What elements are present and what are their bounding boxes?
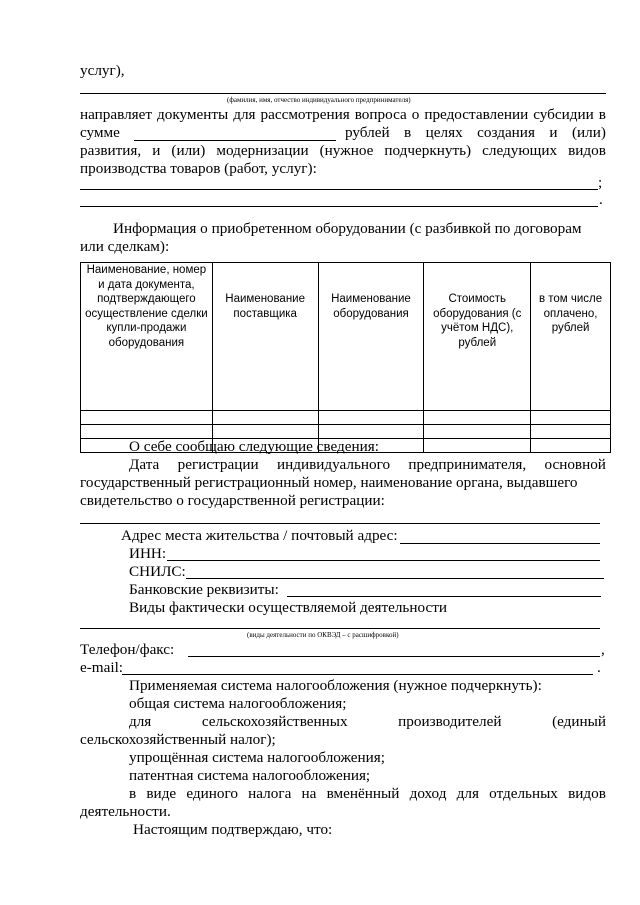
snils-label: СНИЛС:: [129, 563, 186, 580]
intro-line-2-tail: рублей в целях создания и (или): [345, 124, 606, 141]
registration-line-2: государственный регистрационный номер, наименование органа, выдавшего: [80, 474, 578, 491]
bank-label: Банковские реквизиты:: [129, 581, 279, 598]
activity-line-2[interactable]: [80, 206, 598, 207]
intro-line-1: направляет документы для рассмотрения вопроса о предоставлении субсидии в: [80, 106, 606, 123]
intro-line-3: развития, и (или) модернизации (нужное подчеркнуть) следующих видов: [80, 142, 606, 159]
activity-line-1[interactable]: [80, 189, 598, 190]
inn-line[interactable]: [167, 560, 600, 561]
email-line[interactable]: [122, 674, 593, 675]
bank-line[interactable]: [287, 596, 601, 597]
phone-label: Телефон/факс:: [80, 641, 175, 658]
table-row[interactable]: [81, 425, 611, 439]
address-line[interactable]: [400, 543, 600, 544]
confirm-text: Настоящим подтверждаю, что:: [133, 821, 333, 838]
registration-line-1: Дата регистрации индивидуального предпринимателя, основной: [129, 456, 606, 473]
table-row[interactable]: [81, 411, 611, 425]
registration-line[interactable]: [80, 523, 600, 524]
caption-okved: (виды деятельности по ОКВЭД – с расшифровкой): [247, 631, 399, 639]
email-period: .: [597, 659, 601, 676]
tax-general[interactable]: общая система налогообложения;: [129, 695, 347, 712]
sum-line[interactable]: [134, 140, 336, 141]
intro-line-4: производства товаров (работ, услуг):: [80, 160, 317, 177]
phone-comma: ,: [601, 641, 605, 658]
phone-line[interactable]: [188, 656, 600, 657]
tax-intro: Применяемая система налогообложения (нужное подчеркнуть):: [129, 677, 542, 694]
col-header-equipment: Наименование оборудования: [318, 263, 424, 411]
about-intro: О себе сообщаю следующие сведения:: [129, 438, 379, 455]
col-header-document: Наименование, номер и дата документа, подтверждающего осуществление сделки купли-продажи оборудования: [81, 263, 213, 411]
tax-envd-line-2[interactable]: деятельности.: [80, 803, 171, 820]
semicolon: ;: [598, 174, 603, 191]
email-label: e-mail:: [80, 659, 124, 676]
tax-patent[interactable]: патентная система налогообложения;: [129, 767, 371, 784]
equipment-heading-2: или сделкам):: [80, 238, 170, 255]
tax-agri-line-2[interactable]: сельскохозяйственный налог);: [80, 731, 276, 748]
address-label: Адрес места жительства / почтовый адрес:: [121, 527, 398, 544]
equipment-heading: Информация о приобретенном оборудовании (с разбивкой по договорам: [113, 220, 582, 237]
snils-line[interactable]: [186, 578, 604, 579]
intro-sum-label: сумме: [80, 124, 120, 141]
col-header-cost: Стоимость оборудования (с учётом НДС), рублей: [424, 263, 531, 411]
period: .: [599, 191, 603, 208]
tax-agri-line-1[interactable]: для сельскохозяйственных производителей (единый: [129, 713, 606, 730]
activity-okved-line[interactable]: [80, 628, 600, 629]
col-header-supplier: Наименование поставщика: [212, 263, 318, 411]
tax-envd-line-1[interactable]: в виде единого налога на вменённый доход для отдельных видов: [129, 785, 606, 802]
equipment-table: [80, 262, 611, 453]
inn-label: ИНН:: [129, 545, 167, 562]
caption-fio: (фамилия, имя, отчество индивидуального предпринимателя): [227, 96, 411, 104]
col-header-paid: в том числе оплачено, рублей: [531, 263, 611, 411]
fio-line[interactable]: [80, 93, 606, 94]
tax-simplified[interactable]: упрощённая система налогообложения;: [129, 749, 386, 766]
text-services-end: услуг),: [80, 62, 125, 79]
activity-label: Виды фактически осуществляемой деятельности: [129, 599, 447, 616]
registration-line-3: свидетельство о государственной регистрации:: [80, 492, 385, 509]
table-header-row: [81, 263, 611, 411]
